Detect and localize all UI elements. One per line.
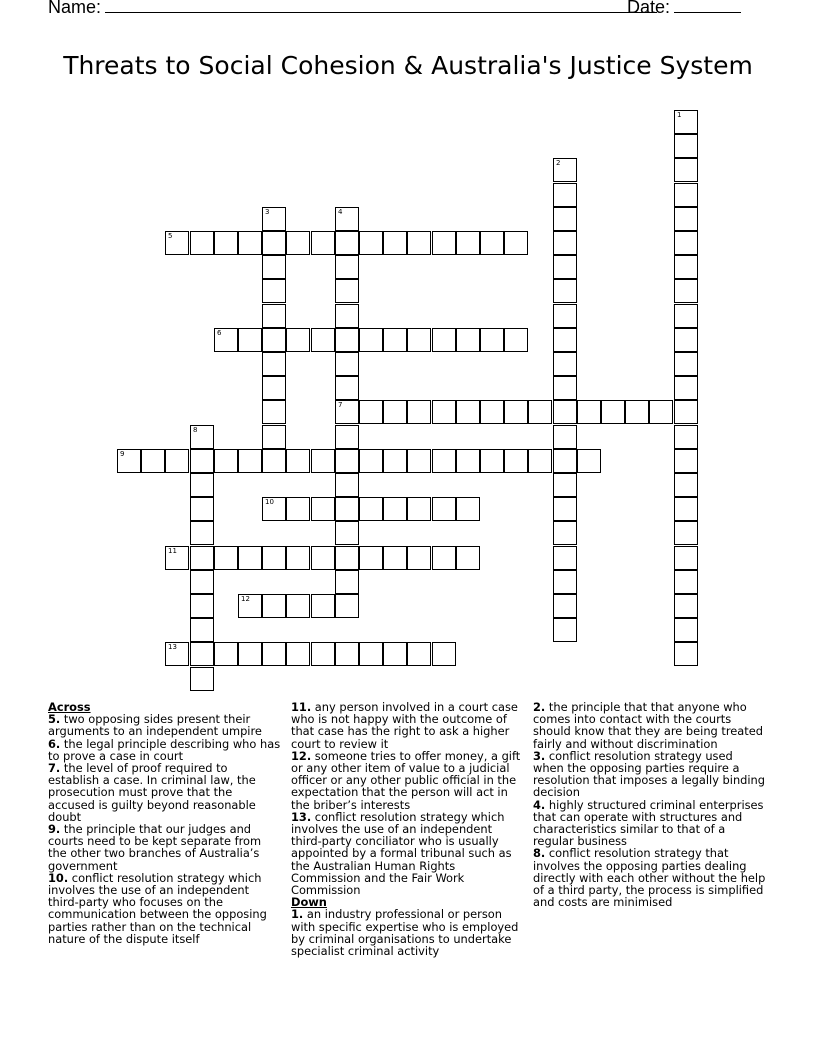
clue-number: 11 <box>168 547 177 555</box>
grid-cell[interactable] <box>311 328 335 352</box>
grid-cell[interactable] <box>553 352 577 376</box>
name-label: Name: <box>48 0 102 17</box>
grid-cell[interactable] <box>577 449 601 473</box>
grid-cell[interactable] <box>262 255 286 279</box>
grid-cell[interactable] <box>407 642 431 666</box>
grid-cell[interactable] <box>504 449 528 473</box>
grid-cell[interactable] <box>407 400 431 424</box>
grid-cell[interactable] <box>335 642 359 666</box>
grid-cell[interactable] <box>165 642 189 666</box>
grid-cell[interactable] <box>674 400 698 424</box>
clue-text: any person involved in a court case who is not happy with the outcome of that case has the right to ask a higher court to review it <box>291 700 518 751</box>
grid-cell[interactable] <box>480 449 504 473</box>
clue-text: highly structured criminal enterprises that can operate with structures and characteristics similar to that of a regular business <box>533 797 764 849</box>
grid-cell[interactable] <box>262 449 286 473</box>
grid-cell[interactable] <box>674 497 698 521</box>
clue-text: the level of proof required to establish a case. In criminal law, the prosecution must prove that the accused is guilty beyond reasonable doubt <box>48 761 256 824</box>
grid-cell[interactable] <box>335 497 359 521</box>
grid-cell[interactable] <box>674 642 698 666</box>
grid-cell[interactable] <box>238 546 262 570</box>
clue-number: 7 <box>338 401 343 409</box>
grid-cell[interactable] <box>674 328 698 352</box>
grid-cell[interactable] <box>674 570 698 594</box>
clue-item <box>48 738 282 762</box>
grid-cell[interactable] <box>674 158 698 182</box>
clue-number: 12 <box>241 595 250 603</box>
grid-cell[interactable] <box>262 642 286 666</box>
clue-num: 2. <box>533 700 546 714</box>
grid-cell[interactable] <box>432 400 456 424</box>
grid-cell[interactable] <box>190 231 214 255</box>
grid-cell[interactable] <box>553 304 577 328</box>
grid-cell[interactable] <box>407 231 431 255</box>
grid-cell[interactable] <box>456 400 480 424</box>
grid-cell[interactable] <box>262 231 286 255</box>
grid-cell[interactable] <box>190 546 214 570</box>
grid-cell[interactable] <box>286 594 310 618</box>
grid-cell[interactable] <box>674 546 698 570</box>
grid-cell[interactable] <box>214 231 238 255</box>
clue-num: 11. <box>291 700 312 714</box>
grid-cell[interactable] <box>553 473 577 497</box>
clues-column-2 <box>291 701 525 957</box>
clue-item <box>48 713 282 737</box>
clue-text: the principle that our judges and courts need to be kept separate from the other two branches of Australia’s government <box>48 822 262 873</box>
grid-cell[interactable] <box>553 328 577 352</box>
grid-cell[interactable] <box>553 255 577 279</box>
grid-cell[interactable] <box>528 449 552 473</box>
grid-cell[interactable] <box>383 400 407 424</box>
grid-cell[interactable] <box>553 207 577 231</box>
grid-cell[interactable] <box>335 473 359 497</box>
clue-num: 9. <box>48 822 61 837</box>
grid-cell[interactable] <box>214 449 238 473</box>
grid-cell[interactable] <box>553 376 577 400</box>
grid-cell[interactable] <box>165 449 189 473</box>
grid-cell[interactable] <box>383 449 407 473</box>
clue-item <box>533 701 767 750</box>
clue-num: 6. <box>48 736 61 751</box>
grid-cell[interactable] <box>504 231 528 255</box>
grid-cell[interactable] <box>262 594 286 618</box>
date-label: Date: <box>627 0 671 17</box>
grid-cell[interactable] <box>674 449 698 473</box>
grid-cell[interactable] <box>311 449 335 473</box>
grid-cell[interactable] <box>674 304 698 328</box>
grid-cell[interactable] <box>335 304 359 328</box>
grid-cell[interactable] <box>214 328 238 352</box>
grid-cell[interactable] <box>674 231 698 255</box>
grid-cell[interactable] <box>504 328 528 352</box>
grid-cell[interactable] <box>480 400 504 424</box>
grid-cell[interactable] <box>674 207 698 231</box>
clue-num: 3. <box>533 748 546 763</box>
grid-cell[interactable] <box>190 497 214 521</box>
grid-cell[interactable] <box>359 449 383 473</box>
grid-cell[interactable] <box>214 642 238 666</box>
grid-cell[interactable] <box>407 328 431 352</box>
clue-item <box>533 750 767 799</box>
grid-cell[interactable] <box>674 618 698 642</box>
clue-number: 3 <box>265 208 270 216</box>
grid-cell[interactable] <box>286 497 310 521</box>
grid-cell[interactable] <box>286 231 310 255</box>
clue-num: 13. <box>291 809 312 824</box>
grid-cell[interactable] <box>190 667 214 691</box>
grid-cell[interactable] <box>359 400 383 424</box>
grid-cell[interactable] <box>262 352 286 376</box>
clue-item <box>48 872 282 945</box>
grid-cell[interactable] <box>553 618 577 642</box>
grid-cell[interactable] <box>553 497 577 521</box>
grid-cell[interactable] <box>528 400 552 424</box>
clue-num: 4. <box>533 797 546 812</box>
grid-cell[interactable] <box>190 449 214 473</box>
grid-cell[interactable] <box>286 642 310 666</box>
grid-cell[interactable] <box>359 328 383 352</box>
grid-cell[interactable] <box>577 400 601 424</box>
grid-cell[interactable] <box>335 546 359 570</box>
grid-cell[interactable] <box>335 328 359 352</box>
clue-text: conflict resolution strategy that involves the opposing parties dealing directly with each other without the help of a third party, the process is simplified and costs are minimised <box>533 846 766 910</box>
grid-cell[interactable] <box>432 449 456 473</box>
grid-cell[interactable] <box>601 400 625 424</box>
grid-cell[interactable] <box>383 546 407 570</box>
grid-cell[interactable] <box>335 376 359 400</box>
grid-cell[interactable] <box>311 642 335 666</box>
grid-cell[interactable] <box>553 449 577 473</box>
grid-cell[interactable] <box>335 207 359 231</box>
down-heading: Down <box>291 895 327 910</box>
grid-cell[interactable] <box>674 255 698 279</box>
grid-cell[interactable] <box>335 521 359 545</box>
grid-cell[interactable] <box>674 134 698 158</box>
clue-item <box>48 823 282 872</box>
grid-cell[interactable] <box>335 352 359 376</box>
clue-number: 10 <box>265 498 274 506</box>
grid-cell[interactable] <box>674 473 698 497</box>
grid-cell[interactable] <box>262 425 286 449</box>
grid-cell[interactable] <box>286 328 310 352</box>
grid-cell[interactable] <box>238 449 262 473</box>
grid-cell[interactable] <box>262 304 286 328</box>
grid-cell[interactable] <box>190 473 214 497</box>
grid-cell[interactable] <box>553 546 577 570</box>
clue-item <box>533 847 767 908</box>
grid-cell[interactable] <box>238 642 262 666</box>
grid-cell[interactable] <box>335 594 359 618</box>
grid-cell[interactable] <box>190 594 214 618</box>
clue-number: 1 <box>677 111 682 119</box>
clue-text: conflict resolution strategy which involves the use of an independent third-party who focuses on the communication between the opposing parties rather than on the technical nature of the dispute itself <box>48 870 267 946</box>
grid-cell[interactable] <box>456 546 480 570</box>
grid-cell[interactable] <box>480 231 504 255</box>
grid-cell[interactable] <box>262 546 286 570</box>
grid-cell[interactable] <box>335 279 359 303</box>
grid-cell[interactable] <box>674 110 698 134</box>
grid-cell[interactable] <box>238 328 262 352</box>
grid-cell[interactable] <box>359 642 383 666</box>
grid-cell[interactable] <box>311 231 335 255</box>
grid-cell[interactable] <box>674 594 698 618</box>
grid-cell[interactable] <box>553 231 577 255</box>
clue-text: conflict resolution strategy which involves the use of an independent third-party conciliator who is usually appointed by a formal tribunal such as the Australian Human Rights Commission and the Fair Work Commission <box>291 809 512 898</box>
grid-cell[interactable] <box>649 400 673 424</box>
clue-num: 12. <box>291 748 312 763</box>
clue-number: 6 <box>217 329 222 337</box>
grid-cell[interactable] <box>407 449 431 473</box>
page-title: Threats to Social Cohesion & Australia's Justice System <box>63 51 753 80</box>
grid-cell[interactable] <box>335 425 359 449</box>
grid-cell[interactable] <box>383 231 407 255</box>
grid-cell[interactable] <box>286 546 310 570</box>
grid-cell[interactable] <box>165 231 189 255</box>
grid-cell[interactable] <box>190 642 214 666</box>
grid-cell[interactable] <box>359 546 383 570</box>
grid-cell[interactable] <box>335 231 359 255</box>
clue-num: 8. <box>533 846 546 861</box>
grid-cell[interactable] <box>359 231 383 255</box>
clue-number: 13 <box>168 643 177 651</box>
grid-cell[interactable] <box>456 449 480 473</box>
clue-num: 10. <box>48 870 69 885</box>
clue-item <box>291 701 525 750</box>
grid-cell[interactable] <box>214 546 238 570</box>
clues-column-3 <box>533 701 767 908</box>
clue-number: 2 <box>556 159 561 167</box>
grid-cell[interactable] <box>383 328 407 352</box>
clue-item <box>533 799 767 848</box>
grid-cell[interactable] <box>625 400 649 424</box>
grid-cell[interactable] <box>553 521 577 545</box>
grid-cell[interactable] <box>238 594 262 618</box>
clue-number: 4 <box>338 208 343 216</box>
grid-cell[interactable] <box>456 497 480 521</box>
clue-num: 5. <box>48 712 61 727</box>
grid-cell[interactable] <box>238 231 262 255</box>
grid-cell[interactable] <box>262 376 286 400</box>
grid-cell[interactable] <box>553 183 577 207</box>
clue-num: 1. <box>291 907 304 922</box>
grid-cell[interactable] <box>165 546 189 570</box>
grid-cell[interactable] <box>262 207 286 231</box>
across-heading: Across <box>48 700 91 714</box>
clue-number: 5 <box>168 232 173 240</box>
grid-cell[interactable] <box>335 255 359 279</box>
grid-cell[interactable] <box>432 328 456 352</box>
grid-cell[interactable] <box>335 400 359 424</box>
grid-cell[interactable] <box>432 642 456 666</box>
grid-cell[interactable] <box>432 231 456 255</box>
grid-cell[interactable] <box>262 497 286 521</box>
grid-cell[interactable] <box>117 449 141 473</box>
grid-cell[interactable] <box>674 376 698 400</box>
grid-cell[interactable] <box>553 158 577 182</box>
grid-cell[interactable] <box>432 546 456 570</box>
grid-cell[interactable] <box>311 546 335 570</box>
grid-cell[interactable] <box>674 521 698 545</box>
grid-cell[interactable] <box>190 521 214 545</box>
clue-text: an industry professional or person with specific expertise who is employed by criminal organisations to undertake specialist criminal activity <box>291 907 519 959</box>
grid-cell[interactable] <box>456 328 480 352</box>
grid-cell[interactable] <box>335 570 359 594</box>
clue-item <box>291 750 525 811</box>
grid-cell[interactable] <box>286 449 310 473</box>
grid-cell[interactable] <box>432 497 456 521</box>
grid-cell[interactable] <box>504 400 528 424</box>
grid-cell[interactable] <box>674 352 698 376</box>
grid-cell[interactable] <box>383 642 407 666</box>
clue-number: 9 <box>120 450 125 458</box>
clue-num: 7. <box>48 761 61 776</box>
clue-text: two opposing sides present their arguments to an independent umpire <box>48 712 262 739</box>
grid-cell[interactable] <box>141 449 165 473</box>
clue-item <box>48 762 282 823</box>
grid-cell[interactable] <box>311 497 335 521</box>
grid-cell[interactable] <box>553 400 577 424</box>
grid-cell[interactable] <box>190 425 214 449</box>
grid-cell[interactable] <box>674 425 698 449</box>
clue-text: the legal principle describing who has to prove a case in court <box>48 736 281 763</box>
grid-cell[interactable] <box>262 400 286 424</box>
grid-cell[interactable] <box>456 231 480 255</box>
clue-number: 8 <box>193 426 198 434</box>
grid-cell[interactable] <box>407 546 431 570</box>
grid-cell[interactable] <box>480 328 504 352</box>
grid-cell[interactable] <box>553 570 577 594</box>
grid-cell[interactable] <box>311 594 335 618</box>
clue-text: someone tries to offer money, a gift or any other item of value to a judicial officer or any other public official in the expectation that the person will act in the briber’s interests <box>291 748 521 812</box>
grid-cell[interactable] <box>190 570 214 594</box>
grid-cell[interactable] <box>674 279 698 303</box>
clue-text: conflict resolution strategy used when the opposing parties require a resolution that imposes a legally binding decision <box>533 748 766 800</box>
grid-cell[interactable] <box>553 279 577 303</box>
grid-cell[interactable] <box>407 497 431 521</box>
grid-cell[interactable] <box>553 425 577 449</box>
clue-item <box>291 811 525 896</box>
clue-text: the principle that that anyone who comes into contact with the courts should know that they are being treated fairly and without discrimination <box>533 700 763 751</box>
grid-cell[interactable] <box>553 594 577 618</box>
grid-cell[interactable] <box>359 497 383 521</box>
grid-cell[interactable] <box>262 328 286 352</box>
grid-cell[interactable] <box>383 497 407 521</box>
grid-cell[interactable] <box>190 618 214 642</box>
grid-cell[interactable] <box>335 449 359 473</box>
clue-item <box>291 908 525 957</box>
grid-cell[interactable] <box>262 279 286 303</box>
grid-cell[interactable] <box>674 183 698 207</box>
clues-column-1 <box>48 701 282 945</box>
